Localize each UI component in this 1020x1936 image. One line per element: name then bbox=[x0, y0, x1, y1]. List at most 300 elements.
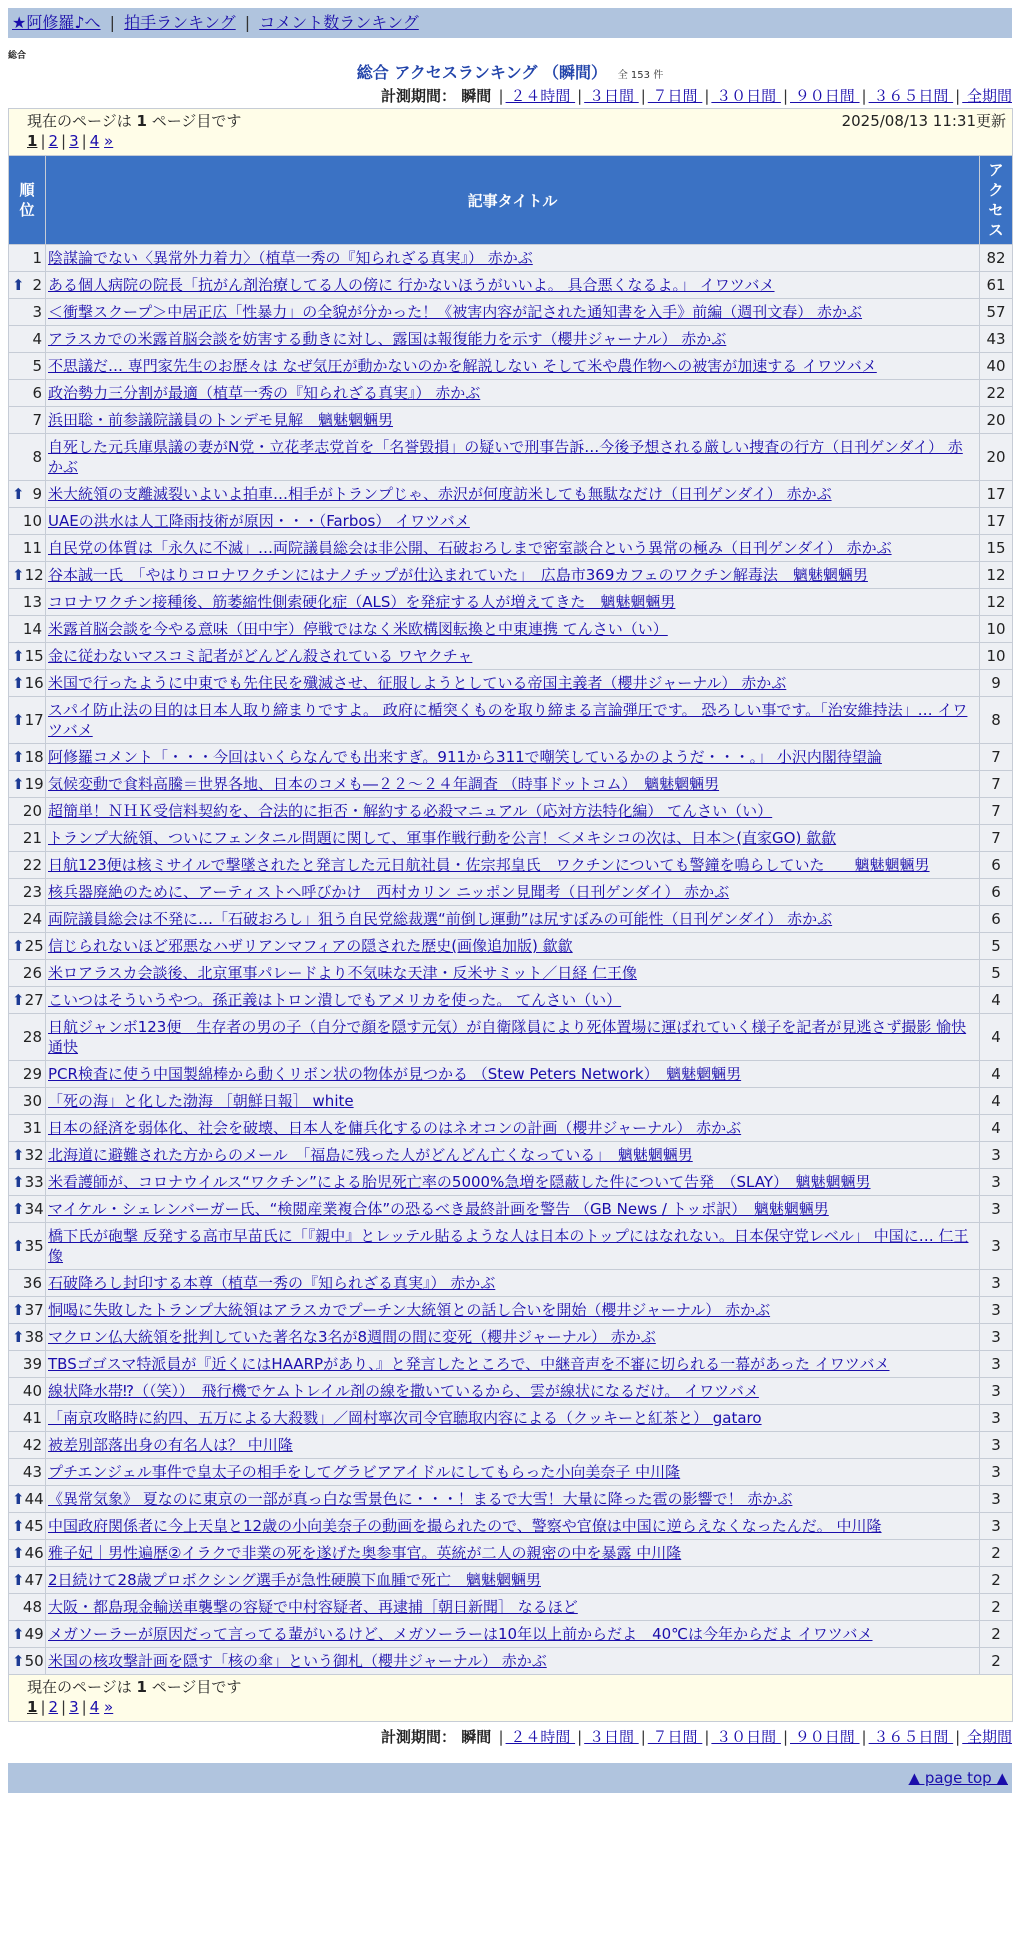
rank-cell bbox=[9, 1088, 46, 1115]
article-title-link[interactable]: ＜衝撃スクープ＞中居正広「性暴力」の全貌が分かった！《被害内容が記された通知書を入手》前編（週刊文春） 赤かぶ bbox=[48, 303, 863, 321]
period-link-4[interactable]: ９０日間 bbox=[790, 87, 860, 105]
article-title-link[interactable]: UAEの洪水は人工降雨技術が原因・・・（Farbos） イワツバメ bbox=[48, 512, 470, 530]
article-title-link[interactable]: 陰謀論でない〈異常外力着力〉（植草一秀の『知られざる真実』） 赤かぶ bbox=[48, 249, 533, 267]
article-title-link[interactable]: 石破降ろし封印する本尊（植草一秀の『知られざる真実』） 赤かぶ bbox=[48, 1274, 496, 1292]
rank-cell bbox=[9, 1014, 46, 1061]
rank-number: 2 bbox=[32, 276, 42, 294]
rank-up-arrow-icon: ⬆ bbox=[12, 937, 25, 955]
access-count: 6 bbox=[980, 879, 1013, 906]
period-link-2[interactable]: ７日間 bbox=[647, 87, 703, 105]
article-title-link[interactable]: PCR検査に使う中国製綿棒から動くリボン状の物体が見つかる （Stew Peters Network） 魑魅魍魎男 bbox=[48, 1065, 742, 1083]
rank-cell bbox=[9, 562, 46, 589]
article-title-link[interactable]: 橋下氏が砲撃 反発する高市早苗氏に「『親中』とレッテル貼るような人は日本のトップにはなれない。日本保守党レベル」 中国に… 仁王像 bbox=[48, 1227, 969, 1265]
article-title-link[interactable]: 日本の経済を弱体化、社会を破壊、日本人を傭兵化するのはネオコンの計画（櫻井ジャーナル） 赤かぶ bbox=[48, 1119, 742, 1137]
page-separator: | bbox=[81, 1698, 87, 1716]
period-selector-top bbox=[8, 84, 1012, 108]
rank-number: 24 bbox=[22, 910, 42, 928]
table-row bbox=[9, 562, 1013, 589]
table-row bbox=[9, 643, 1013, 670]
rank-cell bbox=[9, 245, 46, 272]
article-title-link[interactable]: ある個人病院の院長「抗がん剤治療してる人の傍に 行かないほうがいいよ。 具合悪くなるよ。」 イワツバメ bbox=[48, 276, 775, 294]
access-count: 57 bbox=[980, 299, 1013, 326]
period-separator: | bbox=[640, 1728, 646, 1746]
article-title-link[interactable]: 線状降水帯⁉（（笑）） 飛行機でケムトレイル剤の線を撒いているから、雲が線状になるだけ。 イワツバメ bbox=[48, 1382, 759, 1400]
period-link-2[interactable]: ７日間 bbox=[647, 1728, 703, 1746]
title-cell bbox=[46, 535, 980, 562]
rank-number: 14 bbox=[22, 620, 42, 638]
rank-cell bbox=[9, 1142, 46, 1169]
table-row bbox=[9, 535, 1013, 562]
table-row bbox=[9, 1405, 1013, 1432]
table-row bbox=[9, 589, 1013, 616]
period-link-4[interactable]: ９０日間 bbox=[790, 1728, 860, 1746]
period-separator: | bbox=[498, 1728, 504, 1746]
article-title-link[interactable]: マイケル・シェレンバーガー氏、“検閲産業複合体”の恐るべき最終計画を警告 （GB News / トッポ訳） 魑魅魍魎男 bbox=[48, 1200, 829, 1218]
article-title-link[interactable]: 核兵器廃絶のために、アーティストへ呼びかけ 西村カリン ニッポン見聞考（日刊ゲンダイ） 赤かぶ bbox=[48, 883, 730, 901]
rank-number: 25 bbox=[24, 937, 44, 955]
article-title-link[interactable]: 金に従わないマスコミ記者がどんどん殺されている ワヤクチャ bbox=[48, 647, 473, 665]
current-page-text-bottom: 現在のページは 1 ページ目です bbox=[27, 1678, 242, 1696]
article-title-link[interactable]: TBSゴゴスマ特派員が『近くにはHAARPがあり、』と発言したところで、中継音声を不審に切られる一幕があった イワツバメ bbox=[48, 1355, 890, 1373]
access-count: 8 bbox=[980, 697, 1013, 744]
access-count: 20 bbox=[980, 434, 1013, 481]
access-count: 3 bbox=[980, 1142, 1013, 1169]
table-row bbox=[9, 1014, 1013, 1061]
article-title-link[interactable]: 気候変動で食料高騰＝世界各地、日本のコメも―２２～２４年調査 （時事ドットコム） 魑魅魍魎男 bbox=[48, 775, 720, 793]
access-count: 12 bbox=[980, 562, 1013, 589]
article-title-link[interactable]: 大阪・都島現金輸送車襲撃の容疑で中村容疑者、再逮捕［朝日新聞］ なるほど bbox=[48, 1598, 578, 1616]
rank-cell bbox=[9, 1405, 46, 1432]
table-row bbox=[9, 1169, 1013, 1196]
rank-cell bbox=[9, 1270, 46, 1297]
top-nav-bar bbox=[8, 8, 1012, 38]
period-separator: | bbox=[861, 87, 867, 105]
article-title-link[interactable]: 恫喝に失敗したトランプ大統領はアラスカでプーチン大統領との話し合いを開始（櫻井ジャーナル） 赤かぶ bbox=[48, 1301, 771, 1319]
access-count: 7 bbox=[980, 771, 1013, 798]
title-cell bbox=[46, 1061, 980, 1088]
access-count: 3 bbox=[980, 1486, 1013, 1513]
rank-cell bbox=[9, 744, 46, 771]
article-title-link[interactable]: 米国の核攻撃計画を隠す「核の傘」という御札（櫻井ジャーナル） 赤かぶ bbox=[48, 1652, 547, 1670]
period-separator: | bbox=[782, 1728, 788, 1746]
page-link-2-top[interactable]: 2 bbox=[48, 132, 59, 150]
title-cell bbox=[46, 1115, 980, 1142]
article-title-link[interactable]: 米国で行ったように中東でも先住民を殲滅させ、征服しようとしている帝国主義者（櫻井ジャーナル） 赤かぶ bbox=[48, 674, 787, 692]
rank-cell bbox=[9, 508, 46, 535]
title-cell bbox=[46, 771, 980, 798]
rank-cell bbox=[9, 1594, 46, 1621]
pagination-links-bottom bbox=[27, 1697, 1006, 1717]
page-link-4-top[interactable]: 4 bbox=[89, 132, 100, 150]
table-row bbox=[9, 326, 1013, 353]
rank-cell bbox=[9, 1297, 46, 1324]
table-row bbox=[9, 508, 1013, 535]
period-label: 計測期間： bbox=[381, 87, 457, 105]
rank-number: 27 bbox=[24, 991, 44, 1009]
page-next-link-bottom[interactable]: » bbox=[104, 1698, 114, 1716]
article-title-link[interactable]: プチエンジェル事件で皇太子の相手をしてグラビアアイドルにしてもらった小向美奈子 中川隆 bbox=[48, 1463, 681, 1481]
rank-cell bbox=[9, 1621, 46, 1648]
title-cell bbox=[46, 933, 980, 960]
rank-cell bbox=[9, 481, 46, 508]
rank-number: 40 bbox=[22, 1382, 42, 1400]
access-count: 3 bbox=[980, 1378, 1013, 1405]
period-separator: | bbox=[498, 87, 504, 105]
period-link-0[interactable]: ２４時間 bbox=[505, 1728, 576, 1746]
rank-cell bbox=[9, 1061, 46, 1088]
article-title-link[interactable]: 被差別部落出身の有名人は？ 中川隆 bbox=[48, 1436, 293, 1454]
access-count: 4 bbox=[980, 1014, 1013, 1061]
rank-up-arrow-icon: ⬆ bbox=[12, 1490, 25, 1508]
access-count: 3 bbox=[980, 1324, 1013, 1351]
article-title-link[interactable]: 両院議員総会は不発に…「石破おろし」狙う自民党総裁選“前倒し運動”は尻すぼみの可能性（日刊ゲンダイ） 赤かぶ bbox=[48, 910, 833, 928]
title-cell bbox=[46, 670, 980, 697]
article-title-link[interactable]: 浜田聡・前参議院議員のトンデモ見解 魑魅魍魎男 bbox=[48, 411, 394, 429]
access-count: 3 bbox=[980, 1196, 1013, 1223]
article-title-link[interactable]: 「死の海」と化した渤海 ［朝鮮日報］ white bbox=[48, 1092, 354, 1110]
access-count: 3 bbox=[980, 1513, 1013, 1540]
table-row bbox=[9, 697, 1013, 744]
title-cell bbox=[46, 1142, 980, 1169]
access-count: 2 bbox=[980, 1540, 1013, 1567]
title-cell bbox=[46, 1540, 980, 1567]
table-row bbox=[9, 1594, 1013, 1621]
table-row bbox=[9, 744, 1013, 771]
nav-comment-ranking-link[interactable]: コメント数ランキング bbox=[259, 13, 419, 32]
article-title-link[interactable]: 中国政府関係者に今上天皇と12歳の小向美奈子の動画を撮られたので、警察や官僚は中国に逆らえなくなったんだ。 中川隆 bbox=[48, 1517, 882, 1535]
table-row bbox=[9, 380, 1013, 407]
table-row bbox=[9, 299, 1013, 326]
title-cell bbox=[46, 1621, 980, 1648]
rank-up-arrow-icon: ⬆ bbox=[12, 1652, 25, 1670]
period-link-5[interactable]: ３６５日間 bbox=[868, 87, 954, 105]
table-row bbox=[9, 1142, 1013, 1169]
title-cell bbox=[46, 1223, 980, 1270]
rank-number: 10 bbox=[22, 512, 42, 530]
article-title-link[interactable]: 超簡単！ＮＨＫ受信料契約を、合法的に拒否・解約する必殺マニュアル（応対方法特化編） てんさい（い） bbox=[48, 802, 773, 820]
table-row bbox=[9, 1621, 1013, 1648]
rank-number: 6 bbox=[32, 384, 42, 402]
title-cell bbox=[46, 245, 980, 272]
article-title-link[interactable]: 米ロアラスカ会談後、北京軍事パレードより不気味な天津・反米サミット／日経 仁王像 bbox=[48, 964, 638, 982]
table-row bbox=[9, 1088, 1013, 1115]
article-title-link[interactable]: コロナワクチン接種後、筋萎縮性側索硬化症（ALS）を発症する人が増えてきた 魑魅魍魎男 bbox=[48, 593, 676, 611]
rank-number: 39 bbox=[22, 1355, 42, 1373]
rank-cell bbox=[9, 1459, 46, 1486]
table-row bbox=[9, 1297, 1013, 1324]
page-current: 1 bbox=[27, 132, 38, 150]
table-row bbox=[9, 906, 1013, 933]
page-title: 総合 アクセスランキング （瞬間） bbox=[356, 63, 607, 82]
article-title-link[interactable]: 不思議だ… 専門家先生のお歴々は なぜ気圧が動かないのかを解説しない そして米や農作物への被害が加速する イワツバメ bbox=[48, 357, 877, 375]
rank-cell bbox=[9, 987, 46, 1014]
access-count: 12 bbox=[980, 589, 1013, 616]
table-row bbox=[9, 987, 1013, 1014]
access-count: 2 bbox=[980, 1594, 1013, 1621]
rank-up-arrow-icon: ⬆ bbox=[12, 1328, 25, 1346]
rank-cell bbox=[9, 825, 46, 852]
table-row bbox=[9, 353, 1013, 380]
table-row bbox=[9, 434, 1013, 481]
col-header-rank: 順 位 bbox=[9, 156, 46, 245]
table-row bbox=[9, 1648, 1013, 1675]
nav-home-link[interactable]: ★阿修羅♪へ bbox=[12, 13, 101, 32]
title-cell bbox=[46, 825, 980, 852]
article-title-link[interactable]: 自民党の体質は「永久に不滅」…両院議員総会は非公開、石破おろしまで密室談合という異常の極み（日刊ゲンダイ） 赤かぶ bbox=[48, 539, 892, 557]
rank-number: 12 bbox=[24, 566, 44, 584]
table-row bbox=[9, 1378, 1013, 1405]
access-count: 6 bbox=[980, 906, 1013, 933]
title-cell bbox=[46, 299, 980, 326]
title-cell bbox=[46, 326, 980, 353]
article-title-link[interactable]: スパイ防止法の目的は日本人取り締まりですよ。 政府に楯突くものを取り締まる言論弾圧です。 恐ろしい事です。「治安維持法」… イワツバメ bbox=[48, 701, 968, 739]
access-count: 4 bbox=[980, 1061, 1013, 1088]
title-cell bbox=[46, 1648, 980, 1675]
period-link-5[interactable]: ３６５日間 bbox=[868, 1728, 954, 1746]
access-count: 3 bbox=[980, 1351, 1013, 1378]
article-title-link[interactable]: 日航ジャンボ123便 生存者の男の子（自分で顔を隠す元気）が自衛隊員により死体置場に運ばれていく様子を記者が見逃さず撮影 愉快通快 bbox=[48, 1018, 967, 1056]
nav-separator: | bbox=[109, 13, 116, 32]
access-count: 7 bbox=[980, 825, 1013, 852]
access-count: 10 bbox=[980, 616, 1013, 643]
article-title-link[interactable]: アラスカでの米露首脳会談を妨害する動きに対し、露国は報復能力を示す（櫻井ジャーナル） 赤かぶ bbox=[48, 330, 727, 348]
total-count: 全 153 件 bbox=[617, 70, 664, 81]
table-row bbox=[9, 272, 1013, 299]
title-cell bbox=[46, 643, 980, 670]
rank-cell bbox=[9, 879, 46, 906]
title-cell bbox=[46, 589, 980, 616]
article-title-link[interactable]: 「南京攻略時に約四、五万による大殺戮」／岡村寧次司令官聴取内容による（クッキーと紅茶と） gataro bbox=[48, 1409, 762, 1427]
rank-up-arrow-icon: ⬆ bbox=[12, 1517, 25, 1535]
table-row bbox=[9, 1196, 1013, 1223]
rank-number: 17 bbox=[24, 711, 44, 729]
rank-up-arrow-icon: ⬆ bbox=[12, 647, 25, 665]
table-row bbox=[9, 481, 1013, 508]
rank-number: 11 bbox=[22, 539, 42, 557]
access-count: 3 bbox=[980, 1459, 1013, 1486]
period-link-6[interactable]: 全期間 bbox=[962, 1728, 1012, 1746]
article-title-link[interactable]: 信じられないほど邪悪なハザリアンマフィアの隠された歴史(画像追加版) 歙歙 bbox=[48, 937, 573, 955]
period-link-3[interactable]: ３０日間 bbox=[711, 1728, 781, 1746]
rank-number: 42 bbox=[22, 1436, 42, 1454]
page-next-link-top[interactable]: » bbox=[104, 132, 114, 150]
title-cell bbox=[46, 1486, 980, 1513]
rank-number: 18 bbox=[24, 748, 44, 766]
rank-up-arrow-icon: ⬆ bbox=[12, 566, 25, 584]
rank-number: 41 bbox=[22, 1409, 42, 1427]
rank-cell bbox=[9, 1169, 46, 1196]
article-title-link[interactable]: 阿修羅コメント「・・・今回はいくらなんでも出来すぎ。911から311で嘲笑しているかのようだ・・・。」 小沢内閣待望論 bbox=[48, 748, 882, 766]
page-separator: | bbox=[61, 132, 67, 150]
article-title-link[interactable]: 《異常気象》 夏なのに東京の一部が真っ白な雪景色に・・・！まるで大雪！大量に降った雹の影響で！ 赤かぶ bbox=[48, 1490, 793, 1508]
rank-cell bbox=[9, 380, 46, 407]
pagination-links-top bbox=[27, 131, 1006, 151]
rank-number: 35 bbox=[24, 1237, 44, 1255]
rank-number: 49 bbox=[24, 1625, 44, 1643]
access-count: 9 bbox=[980, 670, 1013, 697]
rank-up-arrow-icon: ⬆ bbox=[12, 485, 25, 503]
page-link-2-bottom[interactable]: 2 bbox=[48, 1698, 59, 1716]
access-count: 4 bbox=[980, 987, 1013, 1014]
article-title-link[interactable]: トランプ大統領、ついにフェンタニル問題に関して、軍事作戦行動を公言！＜メキシコの次は、日本＞(直家GO) 歙歙 bbox=[48, 829, 837, 847]
period-link-0[interactable]: ２４時間 bbox=[505, 87, 576, 105]
rank-cell bbox=[9, 589, 46, 616]
rank-cell bbox=[9, 353, 46, 380]
rank-cell bbox=[9, 1223, 46, 1270]
page-link-3-top[interactable]: 3 bbox=[69, 132, 79, 150]
article-title-link[interactable]: 自死した元兵庫県議の妻がN党・立花孝志党首を「名誉毀損」の疑いで刑事告訴…今後予想される厳しい捜査の行方（日刊ゲンダイ） 赤かぶ bbox=[48, 438, 963, 476]
article-title-link[interactable]: 雅子妃｜男性遍歴②イラクで非業の死を遂げた奥参事官。英統が二人の親密の中を暴露 中川隆 bbox=[48, 1544, 682, 1562]
title-cell bbox=[46, 1405, 980, 1432]
rank-cell bbox=[9, 272, 46, 299]
period-link-1[interactable]: ３日間 bbox=[584, 1728, 639, 1746]
rank-number: 9 bbox=[32, 485, 42, 503]
rank-number: 13 bbox=[22, 593, 42, 611]
title-cell bbox=[46, 272, 980, 299]
rank-number: 33 bbox=[24, 1173, 44, 1191]
access-count: 10 bbox=[980, 643, 1013, 670]
access-count: 4 bbox=[980, 1115, 1013, 1142]
rank-up-arrow-icon: ⬆ bbox=[12, 711, 25, 729]
rank-up-arrow-icon: ⬆ bbox=[12, 1173, 25, 1191]
rank-number: 23 bbox=[22, 883, 42, 901]
ranking-heading bbox=[8, 62, 1012, 84]
rank-number: 19 bbox=[24, 775, 44, 793]
article-title-link[interactable]: 北海道に避難された方からのメール 「福島に残った人がどんどん亡くなっている」 魑魅魍魎男 bbox=[48, 1146, 693, 1164]
access-count: 3 bbox=[980, 1405, 1013, 1432]
rank-number: 29 bbox=[22, 1065, 42, 1083]
title-cell bbox=[46, 407, 980, 434]
table-row bbox=[9, 1270, 1013, 1297]
rank-number: 47 bbox=[24, 1571, 44, 1589]
page-current: 1 bbox=[27, 1698, 38, 1716]
col-header-access: アク セス bbox=[980, 156, 1013, 245]
title-cell bbox=[46, 879, 980, 906]
period-separator: | bbox=[577, 87, 583, 105]
article-title-link[interactable]: マクロン仏大統領を批判していた著名な3名が8週間の間に変死（櫻井ジャーナル） 赤かぶ bbox=[48, 1328, 656, 1346]
title-cell bbox=[46, 1594, 980, 1621]
page-top-link[interactable]: ▲ page top ▲ bbox=[908, 1769, 1008, 1787]
access-count: 82 bbox=[980, 245, 1013, 272]
access-count: 3 bbox=[980, 1270, 1013, 1297]
nav-clap-ranking-link[interactable]: 拍手ランキング bbox=[124, 13, 236, 32]
access-count: 2 bbox=[980, 1567, 1013, 1594]
title-cell bbox=[46, 481, 980, 508]
table-row bbox=[9, 933, 1013, 960]
rank-number: 1 bbox=[32, 249, 42, 267]
rank-number: 21 bbox=[22, 829, 42, 847]
access-count: 5 bbox=[980, 933, 1013, 960]
footer-bar bbox=[8, 1763, 1012, 1793]
article-title-link[interactable]: 米大統領の支離滅裂いよいよ拍車…相手がトランプじゃ、赤沢が何度訪米しても無駄なだけ（日刊ゲンダイ） 赤かぶ bbox=[48, 485, 832, 503]
table-row bbox=[9, 1567, 1013, 1594]
title-cell bbox=[46, 1432, 980, 1459]
period-selector-bottom bbox=[8, 1725, 1012, 1749]
article-title-link[interactable]: メガソーラーが原因だって言ってる輩がいるけど、メガソーラーは10年以上前からだよ 40℃は今年からだよ イワツバメ bbox=[48, 1625, 873, 1643]
table-row bbox=[9, 407, 1013, 434]
rank-up-arrow-icon: ⬆ bbox=[12, 775, 25, 793]
rank-up-arrow-icon: ⬆ bbox=[12, 1200, 25, 1218]
period-link-6[interactable]: 全期間 bbox=[962, 87, 1012, 105]
access-count: 3 bbox=[980, 1169, 1013, 1196]
page-link-3-bottom[interactable]: 3 bbox=[69, 1698, 79, 1716]
title-cell bbox=[46, 1351, 980, 1378]
rank-number: 15 bbox=[24, 647, 44, 665]
rank-number: 5 bbox=[32, 357, 42, 375]
page-link-4-bottom[interactable]: 4 bbox=[89, 1698, 100, 1716]
rank-number: 45 bbox=[24, 1517, 44, 1535]
ranking-table bbox=[8, 108, 1013, 1722]
access-count: 5 bbox=[980, 960, 1013, 987]
period-separator: | bbox=[640, 87, 646, 105]
rank-cell bbox=[9, 771, 46, 798]
access-count: 3 bbox=[980, 1432, 1013, 1459]
section-label: 総合 bbox=[8, 51, 27, 61]
rank-cell bbox=[9, 643, 46, 670]
period-link-1[interactable]: ３日間 bbox=[584, 87, 639, 105]
article-title-link[interactable]: 谷本誠一氏 「やはりコロナワクチンにはナノチップが仕込まれていた」 広島市369カフェのワクチン解毒法 魑魅魍魎男 bbox=[48, 566, 868, 584]
article-title-link[interactable]: 政治勢力三分割が最適（植草一秀の『知られざる真実』） 赤かぶ bbox=[48, 384, 481, 402]
access-count: 3 bbox=[980, 1297, 1013, 1324]
rank-cell bbox=[9, 1196, 46, 1223]
title-cell bbox=[46, 1459, 980, 1486]
table-row bbox=[9, 1459, 1013, 1486]
title-cell bbox=[46, 1324, 980, 1351]
table-row bbox=[9, 1351, 1013, 1378]
table-row bbox=[9, 1432, 1013, 1459]
access-count: 6 bbox=[980, 852, 1013, 879]
period-link-3[interactable]: ３０日間 bbox=[711, 87, 781, 105]
table-row bbox=[9, 1223, 1013, 1270]
rank-number: 31 bbox=[22, 1119, 42, 1137]
title-cell bbox=[46, 562, 980, 589]
rank-number: 32 bbox=[24, 1146, 44, 1164]
rank-cell bbox=[9, 1351, 46, 1378]
rank-up-arrow-icon: ⬆ bbox=[12, 1146, 25, 1164]
article-title-link[interactable]: こいつはそういうやつ。孫正義はトロン潰しでもアメリカを使った。 てんさい（い） bbox=[48, 991, 622, 1009]
title-cell bbox=[46, 434, 980, 481]
rank-up-arrow-icon: ⬆ bbox=[12, 276, 25, 294]
period-separator: | bbox=[704, 87, 710, 105]
table-row bbox=[9, 1061, 1013, 1088]
table-row bbox=[9, 1115, 1013, 1142]
article-title-link[interactable]: 米露首脳会談を今やる意味（田中宇）停戦ではなく米欧構図転換と中東連携 てんさい（い） bbox=[48, 620, 668, 638]
rank-cell bbox=[9, 798, 46, 825]
rank-number: 36 bbox=[22, 1274, 42, 1292]
access-count: 4 bbox=[980, 1088, 1013, 1115]
page-separator: | bbox=[61, 1698, 67, 1716]
rank-number: 46 bbox=[24, 1544, 44, 1562]
table-row bbox=[9, 1540, 1013, 1567]
title-cell bbox=[46, 960, 980, 987]
access-count: 2 bbox=[980, 1648, 1013, 1675]
article-title-link[interactable]: 2日続けて28歳プロボクシング選手が急性硬膜下血腫で死亡 魑魅魍魎男 bbox=[48, 1571, 541, 1589]
rank-cell bbox=[9, 697, 46, 744]
pager-top bbox=[9, 109, 1013, 156]
table-row bbox=[9, 798, 1013, 825]
rank-up-arrow-icon: ⬆ bbox=[12, 1544, 25, 1562]
rank-number: 28 bbox=[22, 1028, 42, 1046]
rank-number: 22 bbox=[22, 856, 42, 874]
article-title-link[interactable]: 日航123便は核ミサイルで撃墜されたと発言した元日航社員・佐宗邦皇氏 ワクチンについても警鐘を鳴らしていた 魑魅魍魎男 bbox=[48, 856, 930, 874]
article-title-link[interactable]: 米看護師が、コロナウイルス“ワクチン”による胎児死亡率の5000%急増を隠蔽した件について告発 （SLAY） 魑魅魍魎男 bbox=[48, 1173, 871, 1191]
title-cell bbox=[46, 1297, 980, 1324]
rank-cell bbox=[9, 1115, 46, 1142]
rank-cell bbox=[9, 434, 46, 481]
rank-number: 7 bbox=[32, 411, 42, 429]
rank-up-arrow-icon: ⬆ bbox=[12, 1625, 25, 1643]
rank-cell bbox=[9, 670, 46, 697]
